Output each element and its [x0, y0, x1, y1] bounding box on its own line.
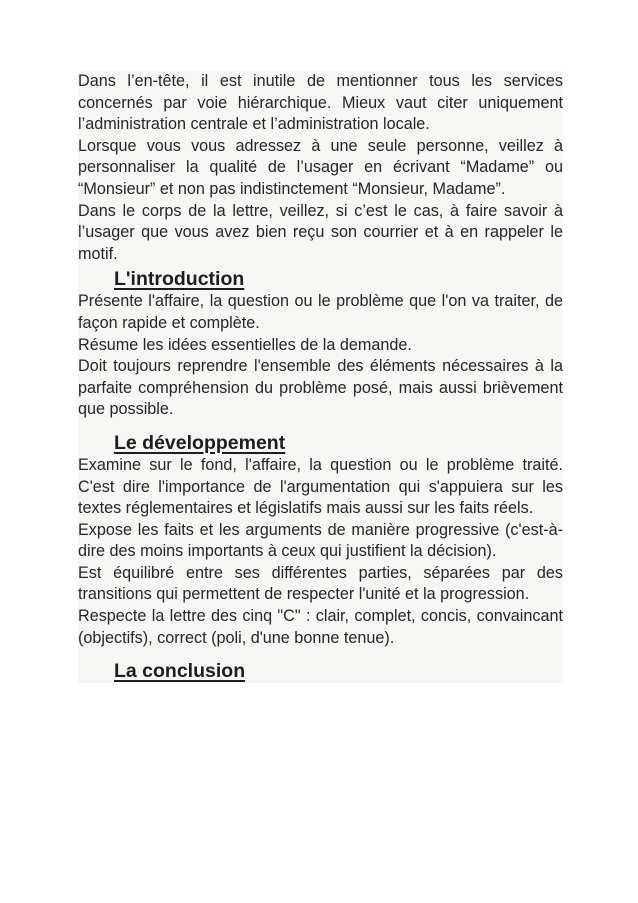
heading-developpement: Le développement	[114, 431, 286, 454]
paragraph-developpement-2: Expose les faits et les arguments de manière progressive (c'est-à-dire des moins importants à ceux qui justifient la décision).	[78, 520, 563, 561]
paragraph-introduction-3: Doit toujours reprendre l'ensemble des éléments nécessaires à la parfaite compréhension du problème posé, mais aussi brièvement que possible.	[78, 357, 563, 419]
paragraph-personne: Lorsque vous vous adressez à une seule personne, veillez à personnaliser la qualité de l’usager en écrivant “Madame” ou “Monsieur” et non pas indistinctement “Monsieur, Madame”.	[78, 136, 563, 198]
paragraph-corps-lettre: Dans le corps de la lettre, veillez, si c’est le cas, à faire savoir à l’usager que vous avez bien reçu son courrier et à en rappeler le motif.	[78, 201, 563, 263]
paragraph-developpement-3: Est équilibré entre ses différentes parties, séparées par des transitions qui permettent de respecter l'unité et la progression.	[78, 563, 563, 604]
document-page	[78, 71, 563, 683]
paragraph-developpement-4: Respecte la lettre des cinq "C" : clair, complet, concis, convaincant (objectifs), correct (poli, d'une bonne tenue).	[78, 607, 563, 647]
paragraph-introduction-2: Résume les idées essentielles de la demande.	[78, 335, 412, 354]
paragraph-introduction-1: Présente l'affaire, la question ou le problème que l'on va traiter, de façon rapide et complète.	[78, 292, 563, 332]
heading-conclusion: La conclusion	[114, 660, 246, 683]
heading-introduction: L'introduction	[114, 268, 245, 291]
paragraph-developpement-1: Examine sur le fond, l'affaire, la question ou le problème traité. C'est dire l'importance de l'argumentation qui s'appuiera sur les textes réglementaires et législatifs mais aussi sur les faits réels.	[78, 455, 563, 518]
paragraph-entete: Dans l’en-tête, il est inutile de mentionner tous les services concernés par voie hiérarchique. Mieux vaut citer uniquement l’administration centrale et l’administration locale.	[78, 72, 563, 134]
